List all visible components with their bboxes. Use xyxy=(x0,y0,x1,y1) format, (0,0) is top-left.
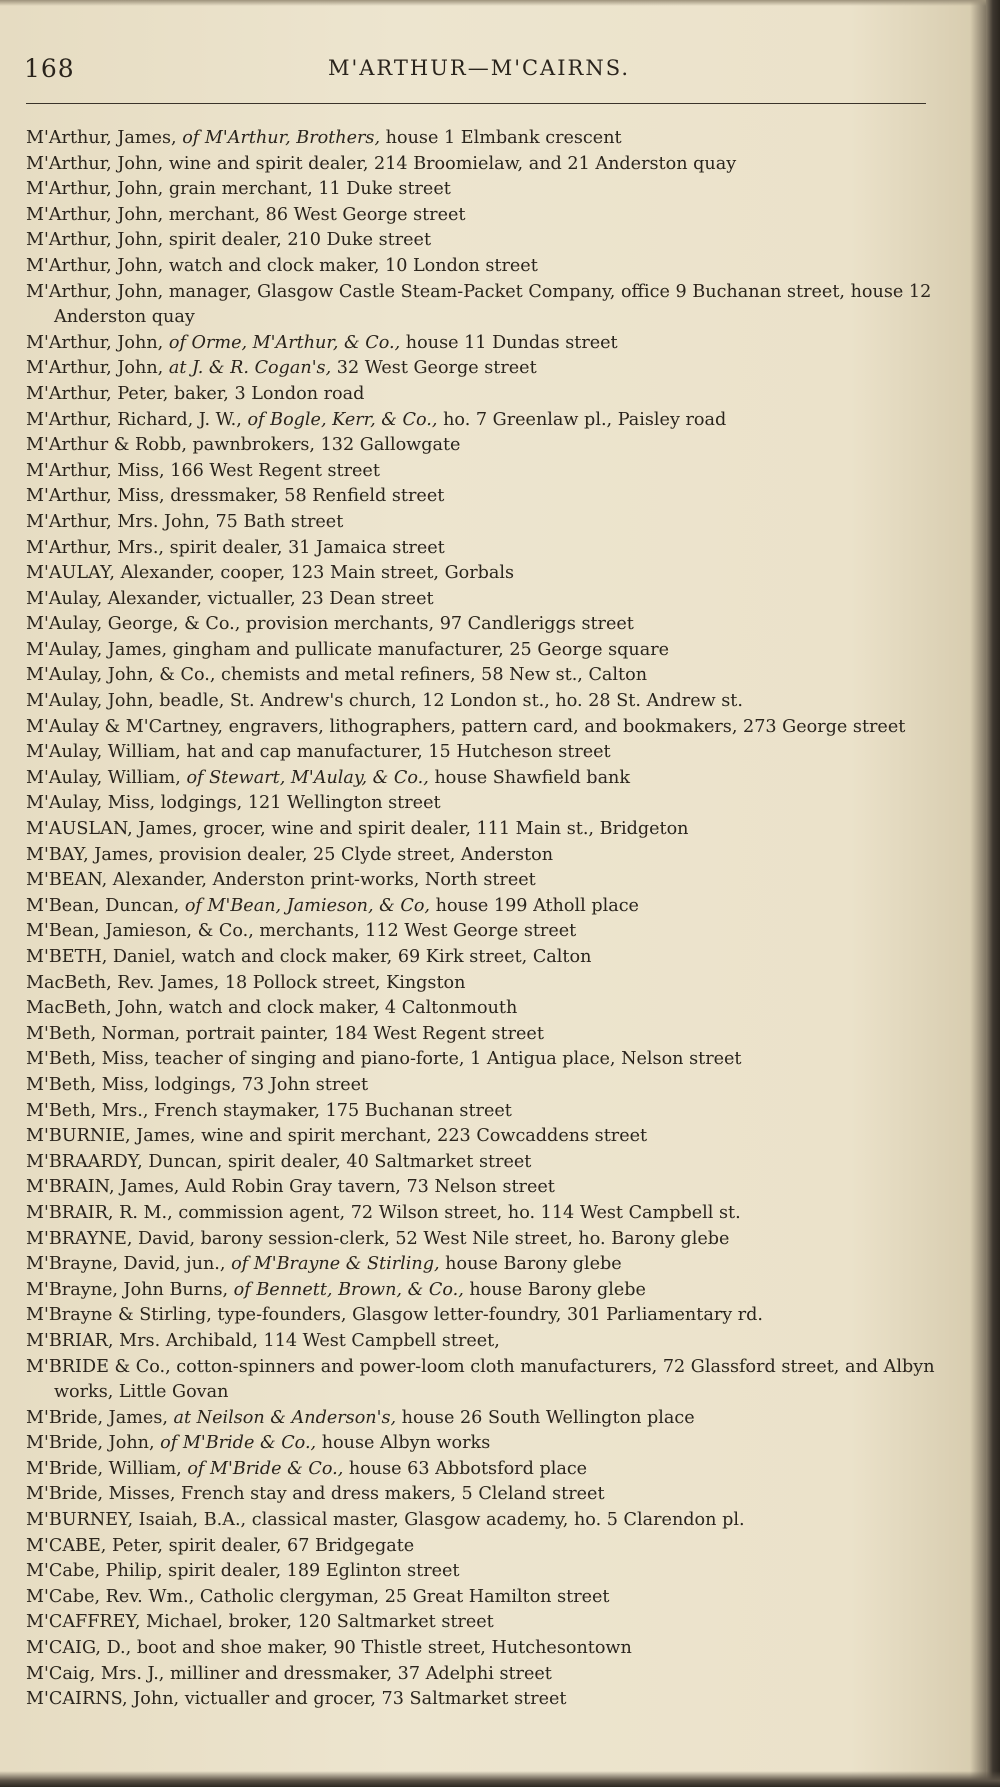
page-number: 168 xyxy=(24,54,75,83)
entry-firm: of Bogle, Kerr, & Co., xyxy=(247,409,438,430)
directory-entry xyxy=(26,1508,936,1534)
entry-text: house Albyn works xyxy=(316,1433,491,1454)
entry-text: M'Beth, Miss, teacher of singing and piano-forte, 1 Antigua place, Nelson street xyxy=(26,1049,742,1070)
entry-text: M'Aulay, William, xyxy=(26,767,187,788)
directory-entry xyxy=(26,689,936,715)
entry-firm: of Stewart, M'Aulay, & Co., xyxy=(186,767,429,788)
entry-text: M'Arthur, Mrs. John, 75 Bath street xyxy=(26,511,344,532)
entry-text: M'Arthur, John, watch and clock maker, 10 London street xyxy=(26,255,538,276)
entry-text: M'BURNEY, Isaiah, B.A., classical master, Glasgow academy, ho. 5 Clarendon pl. xyxy=(26,1510,745,1531)
directory-entry xyxy=(26,663,936,689)
entry-firm: of M'Brayne & Stirling, xyxy=(231,1254,440,1275)
entry-text: house 63 Abbotsford place xyxy=(343,1458,588,1479)
directory-entry xyxy=(26,408,936,434)
entry-text: M'BRAIN, James, Auld Robin Gray tavern, 73 Nelson street xyxy=(26,1177,555,1198)
entry-firm: of M'Bride & Co., xyxy=(160,1433,317,1454)
directory-entry xyxy=(26,382,936,408)
entry-text: M'Arthur, Peter, baker, 3 London road xyxy=(26,383,365,404)
directory-entry xyxy=(26,1150,936,1176)
entry-text: M'Arthur & Robb, pawnbrokers, 132 Gallowgate xyxy=(26,435,461,456)
entry-firm: of M'Bean, Jamieson, & Co, xyxy=(184,895,431,916)
entry-text: M'Arthur, John, spirit dealer, 210 Duke street xyxy=(26,230,432,251)
entry-text: M'Caig, Mrs. J., milliner and dressmaker, 37 Adelphi street xyxy=(26,1663,552,1684)
directory-entry xyxy=(26,715,936,741)
entry-text: M'Aulay, Miss, lodgings, 121 Wellington street xyxy=(26,793,441,814)
entry-text: M'Brayne & Stirling, type-founders, Glasgow letter-foundry, 301 Parliamentary rd. xyxy=(26,1305,764,1326)
entry-text: M'AULAY, Alexander, cooper, 123 Main street, Gorbals xyxy=(26,563,515,584)
directory-entry xyxy=(26,996,936,1022)
entry-text: M'Aulay, Alexander, victualler, 23 Dean street xyxy=(26,588,434,609)
entry-text: M'BETH, Daniel, watch and clock maker, 69 Kirk street, Calton xyxy=(26,947,592,967)
entry-text: M'Cabe, Rev. Wm., Catholic clergyman, 25 Great Hamilton street xyxy=(26,1586,610,1607)
entry-text: M'Arthur, John, wine and spirit dealer, 214 Broomielaw, and 21 Anderston quay xyxy=(26,153,737,174)
directory-entry xyxy=(26,1662,936,1688)
entry-text: M'BAY, James, provision dealer, 25 Clyde street, Anderston xyxy=(26,844,554,865)
directory-entry xyxy=(26,1431,936,1457)
entry-text: M'Arthur, Richard, J. W., xyxy=(26,409,248,430)
directory-entry xyxy=(26,433,936,459)
entry-text: house Shawfield bank xyxy=(428,767,631,788)
directory-entry xyxy=(26,1099,936,1125)
entry-text: M'Bride, William, xyxy=(26,1458,188,1479)
entry-text: M'BURNIE, James, wine and spirit merchant, 223 Cowcaddens street xyxy=(26,1126,648,1147)
entry-text: house 1 Elmbank crescent xyxy=(380,128,622,148)
directory-entry xyxy=(26,1278,936,1304)
directory-entry xyxy=(26,510,936,536)
directory-entry xyxy=(26,459,936,485)
entry-text: M'Aulay & M'Cartney, engravers, lithographers, pattern card, and bookmakers, 273 George street xyxy=(26,716,906,737)
directory-entry xyxy=(26,766,936,792)
directory-entry xyxy=(26,203,936,229)
entry-text: M'Arthur, John, grain merchant, 11 Duke street xyxy=(26,179,451,200)
entry-text: M'Beth, Miss, lodgings, 73 John street xyxy=(26,1074,369,1095)
entry-firm: of M'Bride & Co., xyxy=(187,1458,344,1479)
directory-entry xyxy=(26,868,936,894)
page-top-edge xyxy=(0,0,1000,6)
header-rule xyxy=(26,103,926,104)
directory-entry xyxy=(26,561,936,587)
directory-entry xyxy=(26,1329,936,1355)
entry-text: M'Arthur, John, xyxy=(26,332,169,353)
entry-text: M'Brayne, John Burns, xyxy=(26,1279,234,1300)
entry-text: M'Beth, Mrs., French staymaker, 175 Buchanan street xyxy=(26,1100,512,1121)
directory-entry xyxy=(26,638,936,664)
entry-text: M'Bride, Misses, French stay and dress makers, 5 Cleland street xyxy=(26,1484,605,1505)
entry-text: M'Aulay, John, & Co., chemists and metal refiners, 58 New st., Calton xyxy=(26,665,648,686)
entry-text: MacBeth, Rev. James, 18 Pollock street, Kingston xyxy=(26,972,466,993)
directory-entry xyxy=(26,945,936,971)
entry-text: M'Aulay, George, & Co., provision merchants, 97 Candleriggs street xyxy=(26,614,634,635)
directory-entry xyxy=(26,1252,936,1278)
entry-text: M'Arthur, James, xyxy=(26,128,183,148)
entry-firm: of M'Arthur, Brothers, xyxy=(182,128,381,148)
entry-text: ho. 7 Greenlaw pl., Paisley road xyxy=(437,409,727,430)
entry-firm: of Bennett, Brown, & Co., xyxy=(233,1279,464,1300)
directory-entry xyxy=(26,1687,936,1713)
directory-entry xyxy=(26,1201,936,1227)
entry-text: M'Brayne, David, jun., xyxy=(26,1254,232,1275)
directory-entry xyxy=(26,612,936,638)
directory-entry xyxy=(26,1482,936,1508)
directory-entry xyxy=(26,1303,936,1329)
directory-entry xyxy=(26,817,936,843)
directory-entry xyxy=(26,791,936,817)
directory-entry xyxy=(26,254,936,280)
entry-text: M'CAFFREY, Michael, broker, 120 Saltmarket street xyxy=(26,1612,494,1633)
directory-entry xyxy=(26,1585,936,1611)
directory-entry xyxy=(26,1534,936,1560)
directory-entry xyxy=(26,971,936,997)
entry-text: M'Arthur, John, merchant, 86 West George street xyxy=(26,204,466,225)
entry-firm: at Neilson & Anderson's, xyxy=(173,1407,397,1428)
entry-text: M'CAIRNS, John, victualler and grocer, 73 Saltmarket street xyxy=(26,1689,567,1710)
directory-entry xyxy=(26,152,936,178)
directory-entry xyxy=(26,1355,936,1406)
entry-text: M'Aulay, William, hat and cap manufacturer, 15 Hutcheson street xyxy=(26,742,611,763)
entry-text: M'Arthur, Miss, dressmaker, 58 Renfield street xyxy=(26,486,445,507)
entry-text: M'Arthur, Miss, 166 West Regent street xyxy=(26,460,380,481)
page-header xyxy=(24,54,934,94)
directory-entry xyxy=(26,1406,936,1432)
entry-text: M'Beth, Norman, portrait painter, 184 West Regent street xyxy=(26,1023,544,1044)
entry-text: M'AUSLAN, James, grocer, wine and spirit dealer, 111 Main st., Bridgeton xyxy=(26,819,689,840)
entry-text: M'Arthur, Mrs., spirit dealer, 31 Jamaica street xyxy=(26,537,445,558)
directory-entry xyxy=(26,919,936,945)
directory-entry xyxy=(26,1022,936,1048)
book-spine-shadow xyxy=(986,0,1000,1787)
directory-entry xyxy=(26,843,936,869)
entry-text: house 26 South Wellington place xyxy=(396,1407,695,1428)
entry-text: M'BRIDE & Co., cotton-spinners and power-loom cloth manufacturers, 72 Glassford street, and Albyn works, Little Govan xyxy=(26,1356,935,1403)
entry-text: M'BRIAR, Mrs. Archibald, 114 West Campbell street, xyxy=(26,1330,500,1351)
entry-text: M'Arthur, John, manager, Glasgow Castle Steam-Packet Company, office 9 Buchanan street, house 12 Anderston quay xyxy=(26,281,932,328)
entry-text: 32 West George street xyxy=(331,358,537,379)
entry-text: M'Bride, John, xyxy=(26,1433,161,1454)
entry-text: M'Aulay, John, beadle, St. Andrew's church, 12 London st., ho. 28 St. Andrew st. xyxy=(26,691,743,712)
directory-entry xyxy=(26,356,936,382)
entry-text: M'Bean, Jamieson, & Co., merchants, 112 West George street xyxy=(26,921,577,942)
directory-entry xyxy=(26,177,936,203)
entry-firm: of Orme, M'Arthur, & Co., xyxy=(168,332,401,353)
entry-text: M'Cabe, Philip, spirit dealer, 189 Eglinton street xyxy=(26,1561,460,1582)
entry-text: M'BRAYNE, David, barony session-clerk, 52 West Nile street, ho. Barony glebe xyxy=(26,1228,730,1249)
directory-entry xyxy=(26,1073,936,1099)
entry-text: M'CABE, Peter, spirit dealer, 67 Bridgegate xyxy=(26,1535,415,1556)
page-bottom-edge xyxy=(0,1771,1000,1787)
entry-text: M'BEAN, Alexander, Anderston print-works, North street xyxy=(26,870,536,891)
directory-entry xyxy=(26,1175,936,1201)
entry-text: M'BRAIR, R. M., commission agent, 72 Wilson street, ho. 114 West Campbell st. xyxy=(26,1202,741,1223)
directory-entry xyxy=(26,1457,936,1483)
directory-entry xyxy=(26,740,936,766)
directory-entries xyxy=(26,126,936,1713)
directory-entry xyxy=(26,536,936,562)
entry-text: house Barony glebe xyxy=(439,1254,622,1275)
directory-entry xyxy=(26,1227,936,1253)
entry-text: M'CAIG, D., boot and shoe maker, 90 Thistle street, Hutchesontown xyxy=(26,1638,632,1659)
entry-text: MacBeth, John, watch and clock maker, 4 Caltonmouth xyxy=(26,998,518,1019)
entry-text: house Barony glebe xyxy=(463,1279,646,1300)
directory-entry xyxy=(26,280,936,331)
directory-entry xyxy=(26,484,936,510)
directory-entry xyxy=(26,1047,936,1073)
directory-entry xyxy=(26,1636,936,1662)
entry-text: house 199 Atholl place xyxy=(430,895,639,916)
entry-text: house 11 Dundas street xyxy=(400,332,618,353)
directory-entry xyxy=(26,894,936,920)
directory-entry xyxy=(26,587,936,613)
entry-text: M'Arthur, John, xyxy=(26,358,169,379)
entry-text: M'BRAARDY, Duncan, spirit dealer, 40 Saltmarket street xyxy=(26,1151,532,1172)
directory-entry xyxy=(26,1124,936,1150)
entry-text: M'Bean, Duncan, xyxy=(26,895,185,916)
entry-text: M'Aulay, James, gingham and pullicate manufacturer, 25 George square xyxy=(26,639,670,660)
directory-entry xyxy=(26,228,936,254)
entry-text: M'Bride, James, xyxy=(26,1407,174,1428)
directory-entry xyxy=(26,331,936,357)
directory-entry xyxy=(26,1559,936,1585)
directory-entry xyxy=(26,1610,936,1636)
running-head: M'ARTHUR—M'CAIRNS. xyxy=(327,56,631,80)
directory-entry xyxy=(26,126,936,152)
entry-firm: at J. & R. Cogan's, xyxy=(168,358,332,379)
